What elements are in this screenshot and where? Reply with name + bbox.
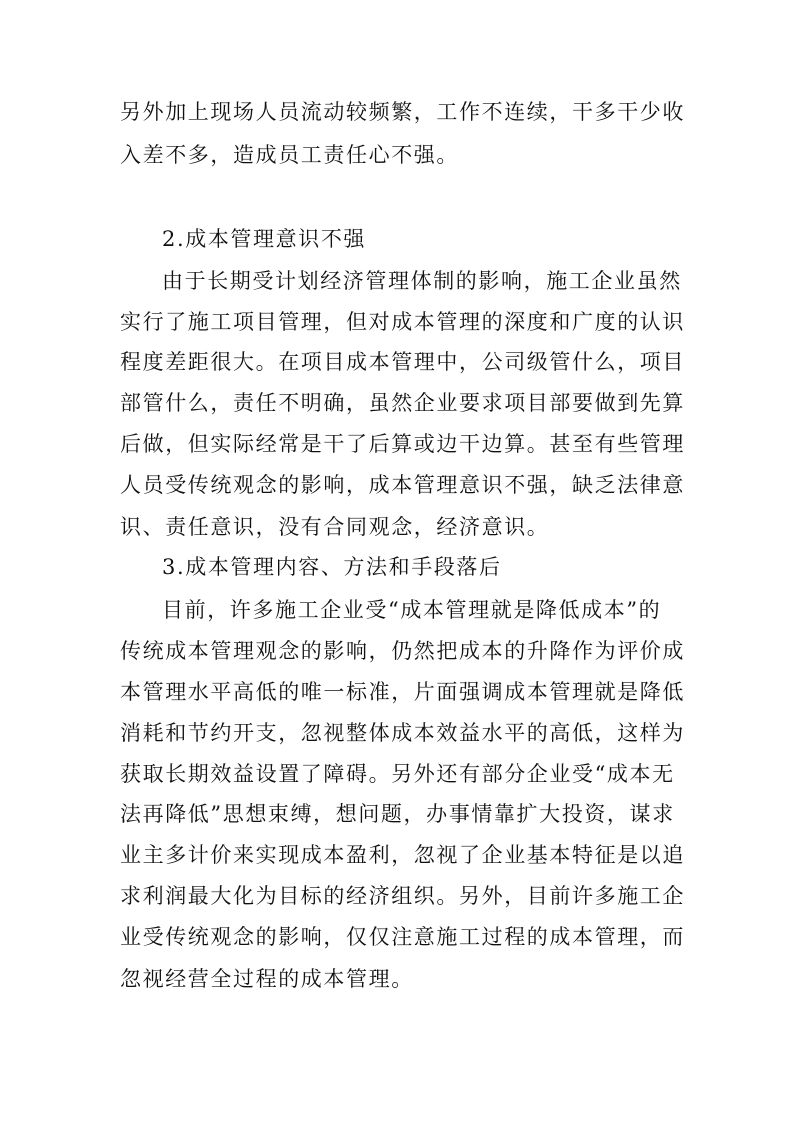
- section-heading: 2.成本管理意识不强: [162, 227, 367, 251]
- paragraph-line: 本管理水平高低的唯一标准，片面强调成本管理就是降低: [120, 680, 685, 704]
- paragraph-line: 忽视经营全过程的成本管理。: [120, 967, 414, 991]
- paragraph-line: 程度差距很大。在项目成本管理中，公司级管什么，项目: [120, 350, 685, 374]
- paragraph-line: 人员受传统观念的影响，成本管理意识不强，缺乏法律意: [120, 473, 685, 497]
- paragraph-line: 业受传统观念的影响，仅仅注意施工过程的成本管理，而: [120, 925, 685, 949]
- section-heading: 3.成本管理内容、方法和手段落后: [162, 555, 502, 579]
- paragraph-line: 后做，但实际经常是干了后算或边干边算。甚至有些管理: [120, 432, 685, 456]
- paragraph-line: 由于长期受计划经济管理体制的影响，施工企业虽然: [162, 269, 682, 293]
- paragraph-line: 求利润最大化为目标的经济组织。另外，目前许多施工企: [120, 884, 685, 908]
- paragraph-line: 传统成本管理观念的影响，仍然把成本的升降作为评价成: [120, 639, 685, 663]
- paragraph-line: 部管什么，责任不明确，虽然企业要求项目部要做到先算: [120, 391, 685, 415]
- paragraph-line: 法再降低”思想束缚，想问题，办事情靠扩大投资，谋求: [120, 802, 675, 826]
- paragraph-line: 业主多计价来实现成本盈利，忽视了企业基本特征是以追: [120, 843, 685, 867]
- paragraph-line: 消耗和节约开支，忽视整体成本效益水平的高低，这样为: [120, 721, 685, 745]
- paragraph-line: 入差不多，造成员工责任心不强。: [120, 143, 459, 167]
- paragraph-line: 另外加上现场人员流动较频繁，工作不连续，干多干少收: [120, 100, 685, 124]
- paragraph-line: 获取长期效益设置了障碍。另外还有部分企业受“成本无: [120, 762, 675, 786]
- paragraph-line: 目前，许多施工企业受“成本管理就是降低成本”的: [162, 598, 662, 622]
- paragraph-line: 实行了施工项目管理，但对成本管理的深度和广度的认识: [120, 310, 685, 334]
- paragraph-line: 识、责任意识，没有合同观念，经济意识。: [120, 515, 550, 539]
